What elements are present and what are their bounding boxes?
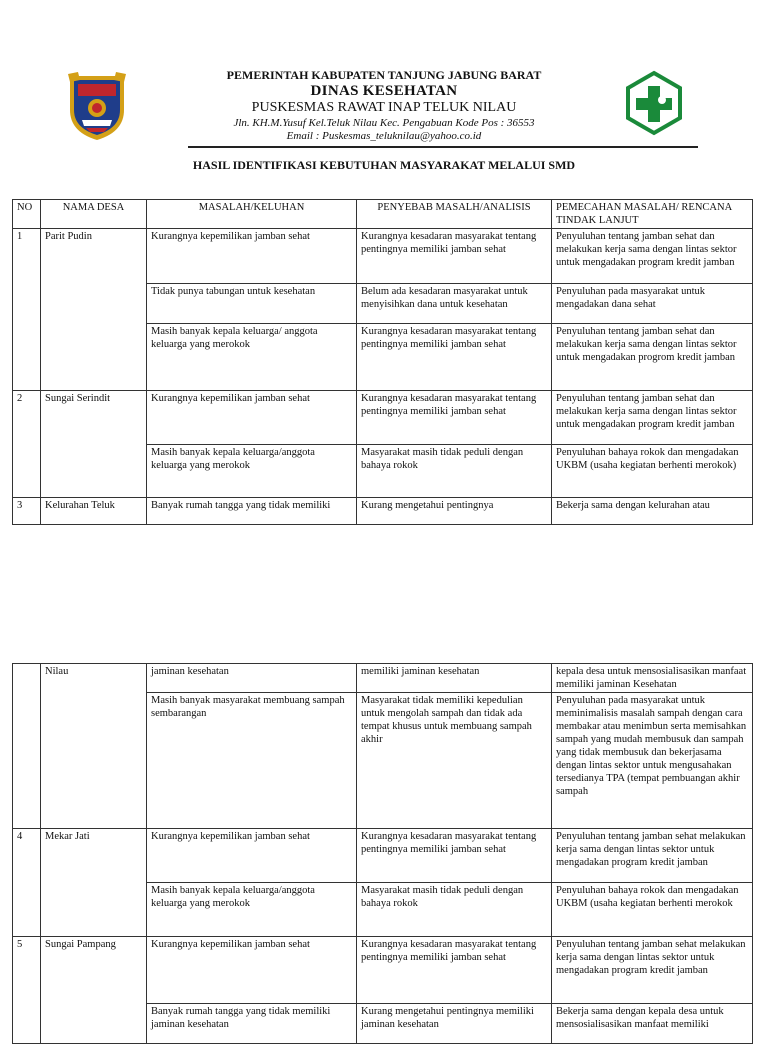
agency-name: DINAS KESEHATAN [310,83,458,99]
email-line: Email : Puskesmas_teluknilau@yahoo.co.id [286,130,482,142]
cell-no [13,664,41,829]
cell-no: 5 [13,937,41,1044]
cell-no: 1 [13,229,41,391]
cell-penyebab: Kurangnya kesadaran masyarakat tentang pentingnya memiliki jamban sehat [357,324,552,391]
cell-penyebab: Masyarakat masih tidak peduli dengan bahaya rokok [357,883,552,937]
header-divider [188,146,698,148]
address-line: Jln. KH.M.Yusuf Kel.Teluk Nilau Kec. Pengabuan Kode Pos : 36553 [233,117,535,129]
cell-penyebab: Kurang mengetahui pentingnya memiliki jaminan kesehatan [357,1004,552,1044]
cell-no: 3 [13,498,41,525]
cell-pemecahan: Penyuluhan bahaya rokok dan mengadakan UKBM (usaha kegiatan berhenti merokok) [552,445,753,498]
cell-desa: Sungai Pampang [41,937,147,1044]
cell-desa: Kelurahan Teluk [41,498,147,525]
needs-table-part-1 [12,199,753,525]
cell-pemecahan: Bekerja sama dengan kepala desa untuk mensosialisasikan manfaat memiliki [552,1004,753,1044]
clinic-name: PUSKESMAS RAWAT INAP TELUK NILAU [251,100,517,115]
table-row [13,829,753,883]
table-row [13,664,753,693]
cell-penyebab: Kurangnya kesadaran masyarakat tentang pentingnya memiliki jamban sehat [357,829,552,883]
cell-no: 2 [13,391,41,498]
cell-desa: Mekar Jati [41,829,147,937]
cell-masalah: Banyak rumah tangga yang tidak memiliki jaminan kesehatan [147,1004,357,1044]
cell-masalah: Masih banyak kepala keluarga/anggota keluarga yang merokok [147,445,357,498]
cell-penyebab: Belum ada kesadaran masyarakat untuk menyisihkan dana untuk kesehatan [357,284,552,324]
cell-penyebab: Kurangnya kesadaran masyarakat tentang pentingnya memiliki jamban sehat [357,391,552,445]
document-title: HASIL IDENTIFIKASI KEBUTUHAN MASYARAKAT MELALUI SMD [192,158,576,172]
cell-no: 4 [13,829,41,937]
government-name: PEMERINTAH KABUPATEN TANJUNG JABUNG BARAT [226,68,542,82]
needs-table-part-2 [12,663,753,1044]
cell-penyebab: Masyarakat tidak memiliki kepedulian untuk mengolah sampah dan tidak ada tempat khusus untuk membuang sampah akhir [357,693,552,829]
cell-pemecahan: kepala desa untuk mensosialisasikan manfaat memiliki jaminan Kesehatan [552,664,753,693]
cell-pemecahan: Penyuluhan pada masyarakat untuk meminimalisis masalah sampah dengan cara membakar atau menimbun serta memisahkan sampah yang mudah membusuk dan sampah yang tidak membusuk dan bekerjasama dengan lintas sektor untuk mengusahakan tersedianya TPA (tempat pembuangan akhir sampah [552,693,753,829]
cell-masalah: Kurangnya kepemilikan jamban sehat [147,391,357,445]
cell-masalah: Kurangnya kepemilikan jamban sehat [147,229,357,284]
cell-pemecahan: Penyuluhan tentang jamban sehat dan melakukan kerja sama dengan lintas sektor untuk mengadakan progrom kredit jamban [552,324,753,391]
col-header-pemecahan: PEMECAHAN MASALAH/ RENCANA TINDAK LANJUT [552,200,753,229]
col-header-masalah: MASALAH/KELUHAN [147,200,357,229]
cell-pemecahan: Penyuluhan tentang jamban sehat dan melakukan kerja sama dengan lintas sektor untuk mengadakan program kredit jamban [552,391,753,445]
cell-penyebab: Kurangnya kesadaran masyarakat tentang pentingnya memiliki jamban sehat [357,937,552,1004]
cell-penyebab: memiliki jaminan kesehatan [357,664,552,693]
cell-masalah: Kurangnya kepemilikan jamban sehat [147,829,357,883]
cell-pemecahan: Penyuluhan tentang jamban sehat melakukan kerja sama dengan lintas sektor untuk mengadakan program kredit jamban [552,829,753,883]
cell-pemecahan: Penyuluhan tentang jamban sehat dan melakukan kerja sama dengan lintas sektor untuk mengadakan program kredit jamban [552,229,753,284]
cell-desa: Sungai Serindit [41,391,147,498]
letterhead [0,0,768,150]
col-header-penyebab: PENYEBAB MASALH/ANALISIS [357,200,552,229]
cell-masalah: Masih banyak kepala keluarga/ anggota keluarga yang merokok [147,324,357,391]
cell-masalah: jaminan kesehatan [147,664,357,693]
cell-penyebab: Kurang mengetahui pentingnya [357,498,552,525]
cell-pemecahan: Bekerja sama dengan kelurahan atau [552,498,753,525]
cell-pemecahan: Penyuluhan bahaya rokok dan mengadakan UKBM (usaha kegiatan berhenti merokok [552,883,753,937]
table-header-row [13,200,753,229]
cell-masalah: Kurangnya kepemilikan jamban sehat [147,937,357,1004]
cell-penyebab: Masyarakat masih tidak peduli dengan bahaya rokok [357,445,552,498]
cell-masalah: Banyak rumah tangga yang tidak memiliki [147,498,357,525]
regency-shield-emblem-icon [66,70,128,142]
col-header-desa: NAMA DESA [41,200,147,229]
table-row [13,391,753,445]
cell-desa: Nilau [41,664,147,829]
table-row [13,229,753,284]
cell-masalah: Tidak punya tabungan untuk kesehatan [147,284,357,324]
cell-pemecahan: Penyuluhan pada masyarakat untuk mengadakan dana sehat [552,284,753,324]
cell-penyebab: Kurangnya kesadaran masyarakat tentang pentingnya memiliki jamban sehat [357,229,552,284]
cell-masalah: Masih banyak kepala keluarga/anggota keluarga yang merokok [147,883,357,937]
col-header-no: NO [13,200,41,229]
cell-pemecahan: Penyuluhan tentang jamban sehat melakukan kerja sama dengan lintas sektor untuk mengadakan program kredit jamban [552,937,753,1004]
table-row [13,937,753,1004]
green-cross-emblem-icon [624,70,684,136]
cell-desa: Parit Pudin [41,229,147,391]
table-row [13,498,753,525]
cell-masalah: Masih banyak masyarakat membuang sampah sembarangan [147,693,357,829]
